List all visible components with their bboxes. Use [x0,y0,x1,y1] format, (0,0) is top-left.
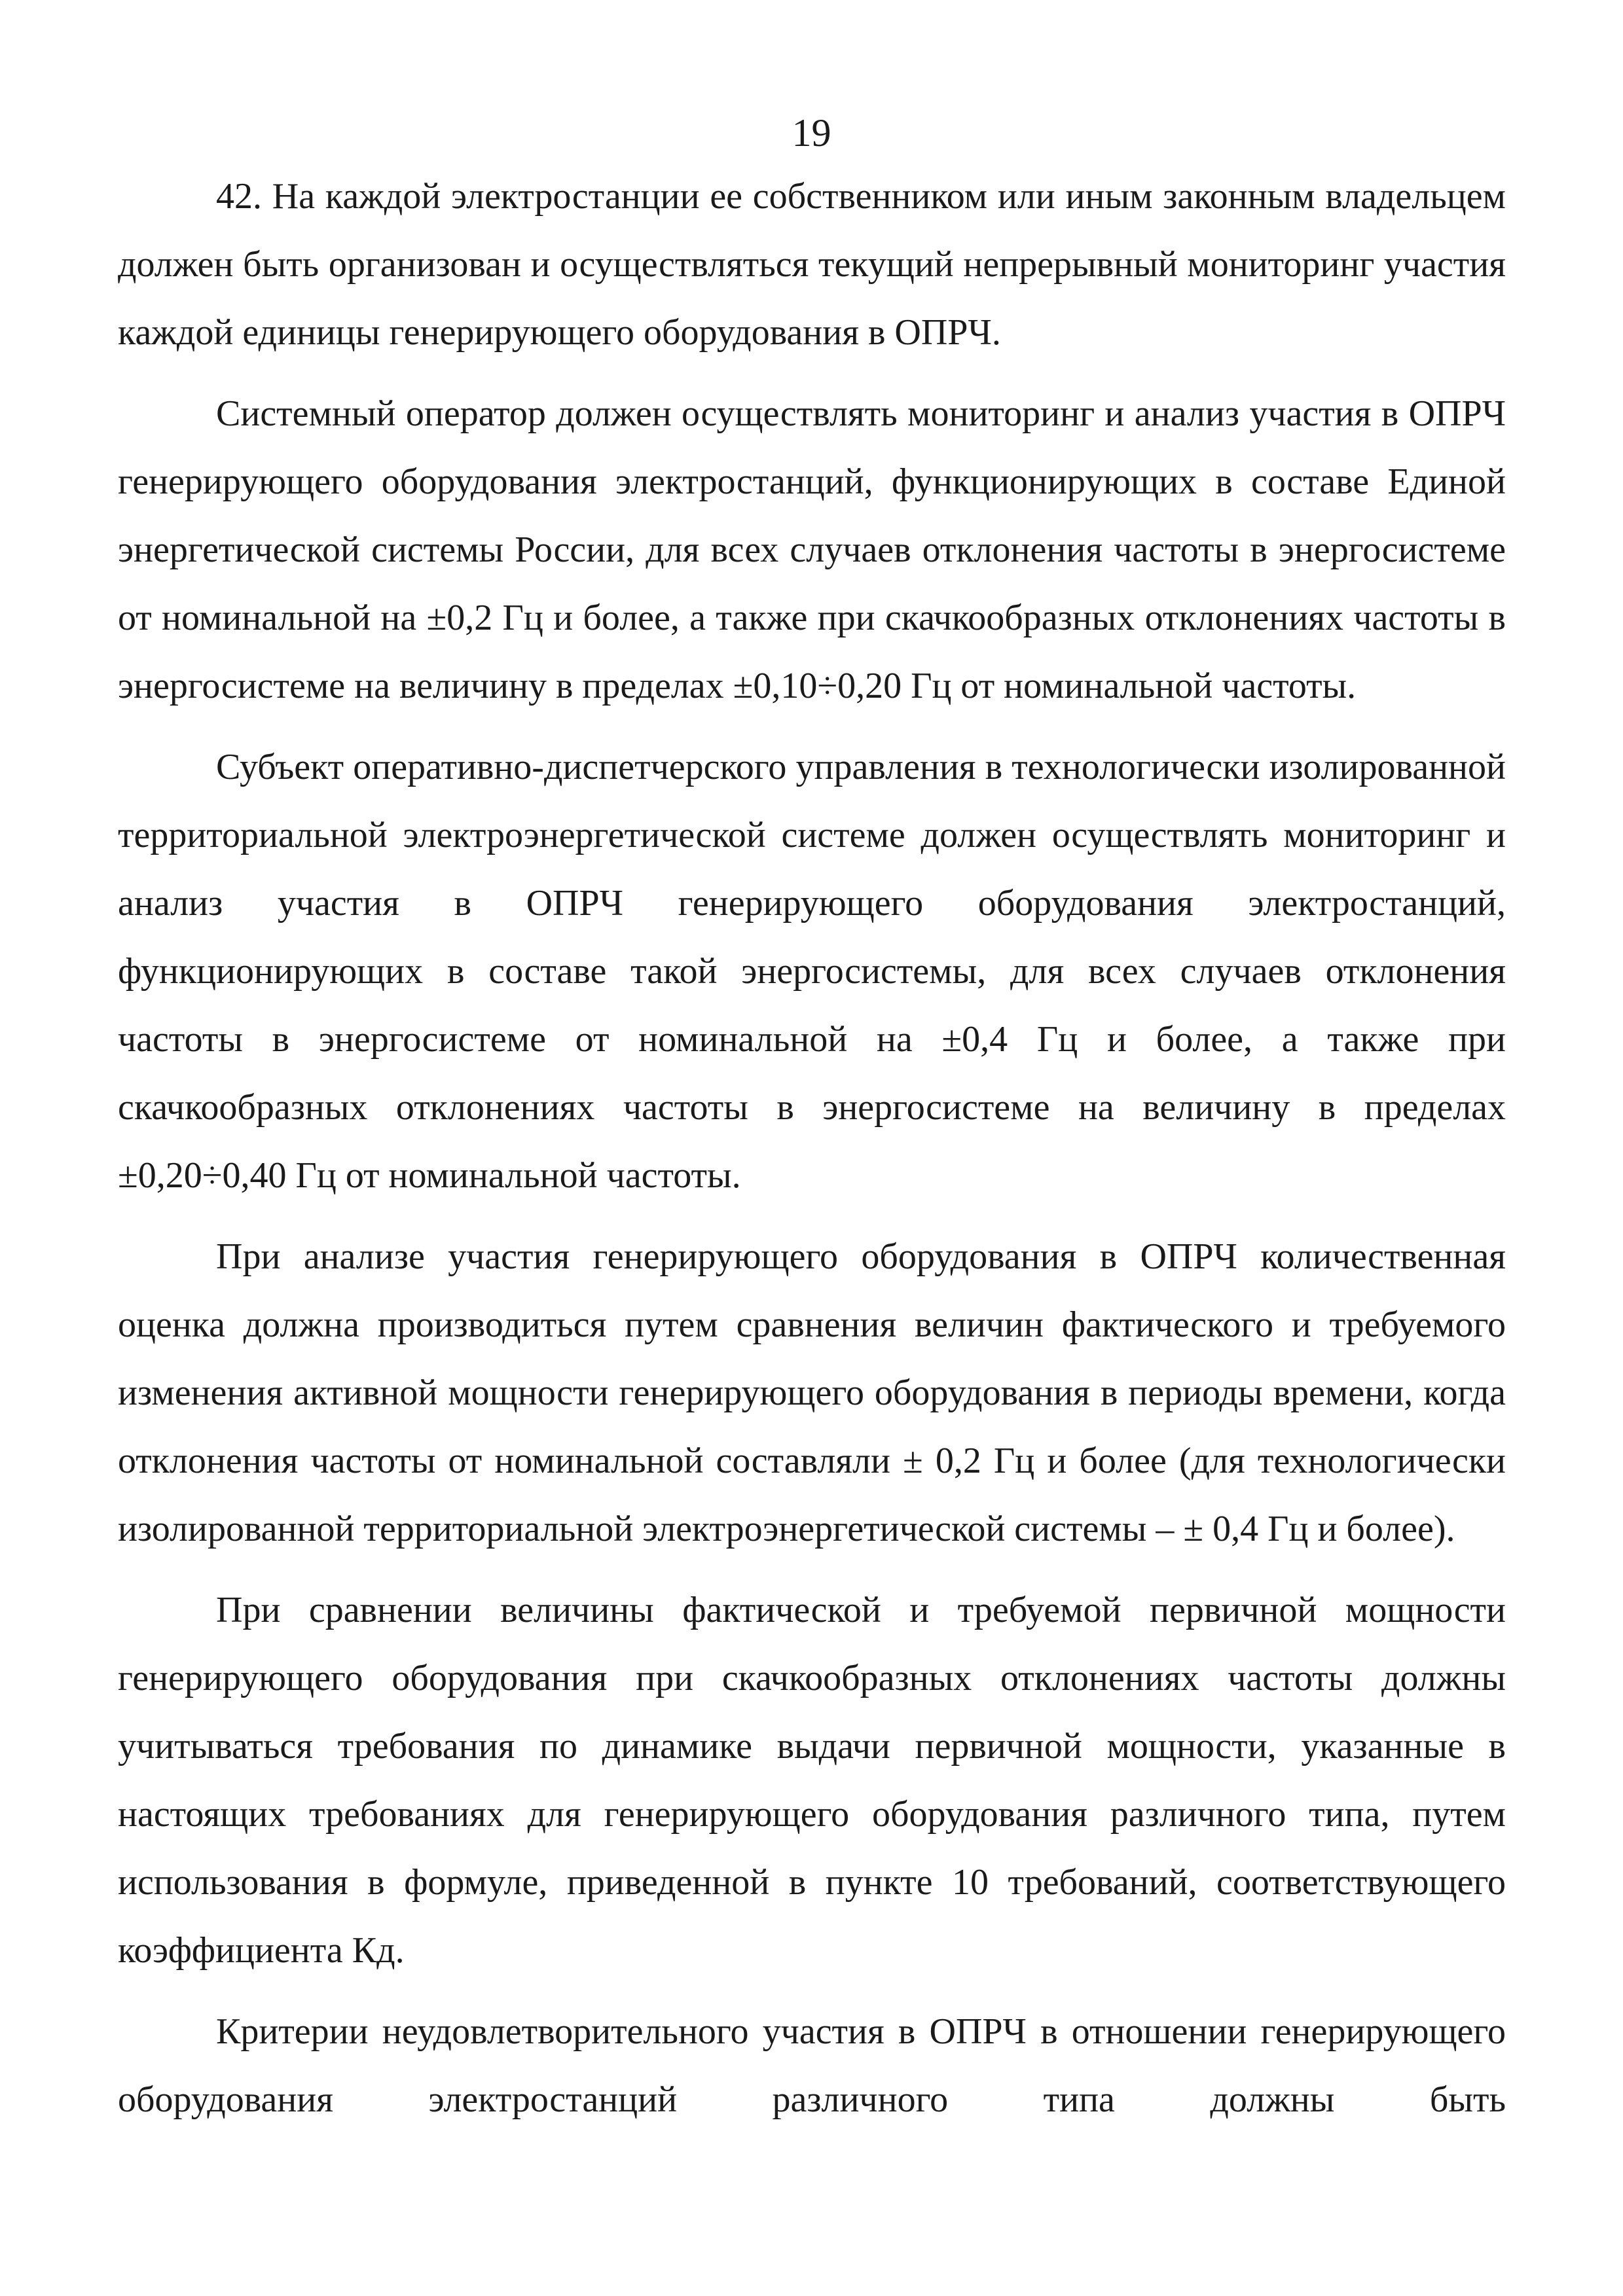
paragraph-quantitative-assessment: При анализе участия генерирующего оборудования в ОПРЧ количественная оценка должна производиться путем сравнения величин фактического и требуемого изменения активной мощности генерирующего оборудования в периоды времени, когда отклонения частоты от номинальной составляли ± 0,2 Гц и более (для технологически изолированной территориальной электроэнергетической системы – ± 0,4 Гц и более). [118,1236,1506,1549]
document-body [118,162,1506,2134]
paragraph-system-operator-analysis: Системный оператор должен осуществлять мониторинг и анализ участия в ОПРЧ генерирующего оборудования электростанций, функционирующих в составе Единой энергетической системы России, для всех случаев отклонения частоты в энергосистеме от номинальной на ±0,2 Гц и более, а также при скачкообразных отклонениях частоты в энергосистеме на величину в пределах ±0,10÷0,20 Гц от номинальной частоты. [118,393,1506,706]
paragraph-unsatisfactory-criteria: Критерии неудовлетворительного участия в ОПРЧ в отношении генерирующего оборудования электростанций различного типа должны быть [118,2011,1506,2120]
page-number: 19 [792,111,831,154]
paragraph-item-42-monitoring: 42. На каждой электростанции ее собственником или иным законным владельцем должен быть организован и осуществляться текущий непрерывный мониторинг участия каждой единицы генерирующего оборудования в ОПРЧ. [118,176,1506,353]
paragraph-primary-power-comparison: При сравнении величины фактической и требуемой первичной мощности генерирующего оборудования при скачкообразных отклонениях частоты должны учитываться требования по динамике выдачи первичной мощности, указанные в настоящих требованиях для генерирующего оборудования различного типа, путем использования в формуле, приведенной в пункте 10 требований, соответствующего коэффициента Кд. [118,1590,1506,1971]
paragraph-isolated-system-analysis: Субъект оперативно-диспетчерского управления в технологически изолированной территориальной электроэнергетической системе должен осуществлять мониторинг и анализ участия в ОПРЧ генерирующего оборудования электростанций, функционирующих в составе такой энергосистемы, для всех случаев отклонения частоты в энергосистеме от номинальной на ±0,4 Гц и более, а также при скачкообразных отклонениях частоты в энергосистеме на величину в пределах ±0,20÷0,40 Гц от номинальной частоты. [118,747,1506,1196]
